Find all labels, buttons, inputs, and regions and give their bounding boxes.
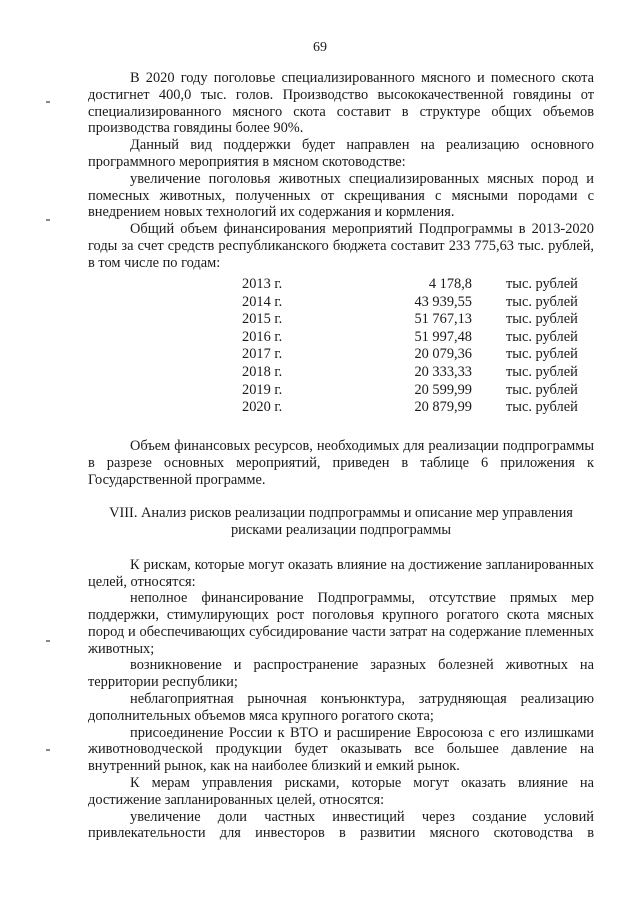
- document-body: [88, 70, 594, 842]
- paragraph: Общий объем финансирования мероприятий Подпрограммы в 2013-2020 годы за счет средств республиканского бюджета составит 233 775,63 тыс. рублей, в том числе по годам:: [88, 221, 594, 271]
- year-cell: 2015 г.: [242, 311, 283, 328]
- margin-mark: [46, 101, 50, 103]
- unit-cell: тыс. рублей: [506, 275, 578, 292]
- year-cell: 2014 г.: [242, 293, 283, 310]
- page-number: 69: [313, 40, 327, 55]
- table-row: [88, 399, 578, 417]
- amount-cell: 20 599,99: [414, 381, 472, 398]
- unit-cell: тыс. рублей: [506, 311, 578, 328]
- margin-mark: [46, 749, 50, 751]
- paragraph: К рискам, которые могут оказать влияние на достижение запланированных целей, относятся:: [88, 556, 594, 590]
- amount-cell: 4 178,8: [428, 275, 472, 292]
- table-row: [88, 328, 578, 346]
- paragraph: увеличение доли частных инвестиций через создание условий привлекательности для инвесторов в развитии мясного скотоводства в: [88, 808, 594, 842]
- paragraph: К мерам управления рисками, которые могут оказать влияние на достижение запланированных целей, относятся:: [88, 775, 594, 808]
- year-cell: 2013 г.: [242, 275, 283, 292]
- unit-cell: тыс. рублей: [506, 346, 578, 363]
- unit-cell: тыс. рублей: [506, 293, 578, 310]
- margin-mark: [46, 640, 50, 642]
- margin-mark: [46, 219, 50, 221]
- financing-table: [88, 276, 578, 417]
- unit-cell: тыс. рублей: [506, 381, 578, 398]
- year-cell: 2019 г.: [242, 381, 283, 398]
- table-row: [88, 311, 578, 329]
- table-row: [88, 293, 578, 311]
- section-title: VIII. Анализ рисков реализации подпрограммы и описание мер управления рисками реализации подпрограммы: [109, 504, 573, 538]
- paragraph: В 2020 году поголовье специализированного мясного и помесного скота достигнет 400,0 тыс. голов. Производство высококачественной говядины от специализированного мясного скота составит в структуре общих объемов производства говядины более 90%.: [88, 70, 594, 137]
- paragraph: неблагоприятная рыночная конъюнктура, затрудняющая реализацию дополнительных объемов мяса крупного рогатого скота;: [88, 691, 594, 724]
- table-row: [88, 364, 578, 382]
- paragraph: Объем финансовых ресурсов, необходимых для реализации подпрограммы в разрезе основных мероприятий, приведен в таблице 6 приложения к Государственной программе.: [88, 438, 594, 488]
- paragraph: Данный вид поддержки будет направлен на реализацию основного программного мероприятия в мясном скотоводстве:: [88, 137, 594, 170]
- paragraph: присоединение России к ВТО и расширение Евросоюза с его излишками животноводческой продукции будет оказывать все большее давление на внутренний рынок, как на наиболее близкий и емкий рынок.: [88, 724, 594, 775]
- table-row: [88, 381, 578, 399]
- amount-cell: 51 767,13: [414, 311, 472, 328]
- amount-cell: 20 333,33: [414, 363, 472, 380]
- unit-cell: тыс. рублей: [506, 399, 578, 416]
- amount-cell: 20 879,99: [414, 399, 472, 416]
- year-cell: 2018 г.: [242, 363, 283, 380]
- amount-cell: 51 997,48: [414, 328, 472, 345]
- year-cell: 2017 г.: [242, 346, 283, 363]
- paragraph: увеличение поголовья животных специализированных мясных пород и помесных животных, полученных от скрещивания с мясными породами с внедрением новых технологий их содержания и кормления.: [88, 170, 594, 221]
- paragraph: возникновение и распространение заразных болезней животных на территории республики;: [88, 657, 594, 691]
- unit-cell: тыс. рублей: [506, 328, 578, 345]
- table-row: [88, 346, 578, 364]
- amount-cell: 20 079,36: [414, 346, 472, 363]
- amount-cell: 43 939,55: [414, 293, 472, 310]
- paragraph: неполное финансирование Подпрограммы, отсутствие прямых мер поддержки, стимулирующих рост поголовья крупного рогатого скота мясных пород и обеспечивающих субсидирование части затрат на содержание племенных животных;: [88, 590, 594, 657]
- year-cell: 2020 г.: [242, 399, 283, 416]
- table-row: [88, 276, 578, 294]
- unit-cell: тыс. рублей: [506, 363, 578, 380]
- year-cell: 2016 г.: [242, 328, 283, 345]
